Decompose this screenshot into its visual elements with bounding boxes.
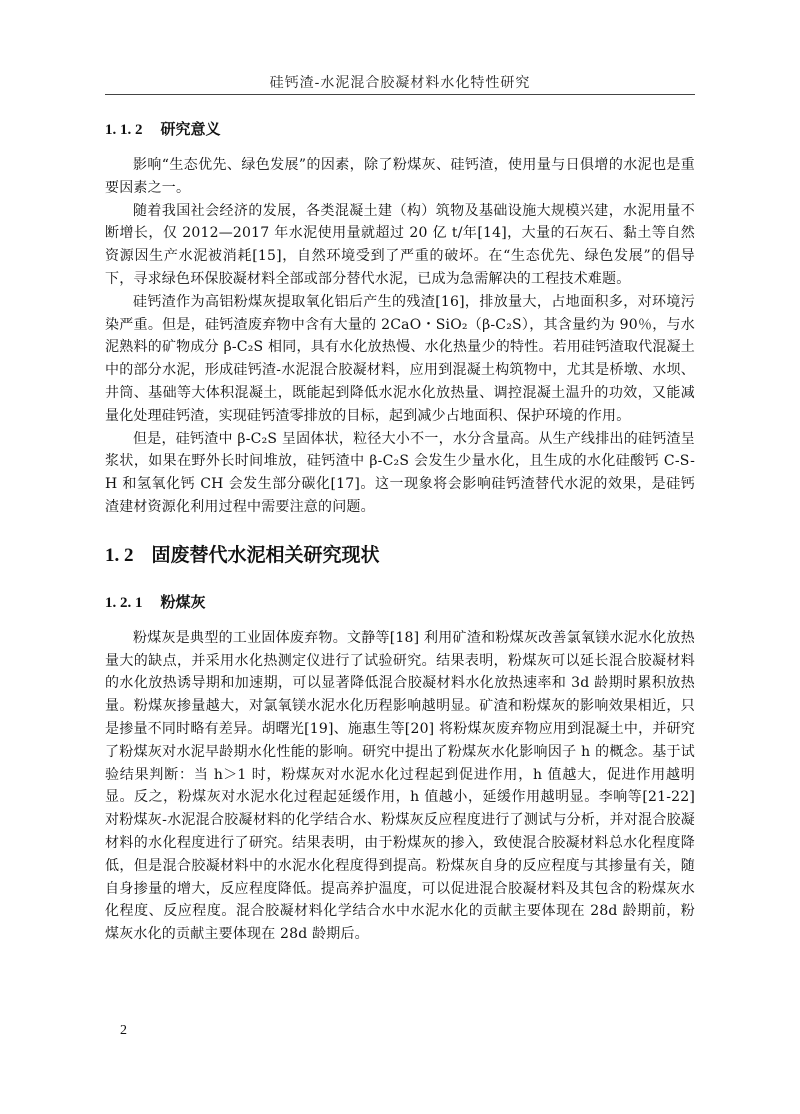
section-title: 固废替代水泥相关研究现状 (151, 543, 380, 566)
section-heading-1-1-2 (105, 114, 695, 144)
paragraph: 影响“生态优先、绿色发展”的因素，除了粉煤灰、硅钙渣，使用量与日俱增的水泥也是重要因素之一。 (105, 157, 695, 196)
section-title: 研究意义 (160, 120, 221, 138)
section-heading-1-2 (105, 535, 695, 575)
section-number: 1. 2 (105, 544, 134, 566)
section-number: 1. 2. 1 (105, 594, 143, 611)
paragraph: 硅钙渣作为高铝粉煤灰提取氧化铝后产生的残渣[16]，排放量大，占地面积多，对环境污染严重。但是，硅钙渣废弃物中含有大量的 2CaO・SiO₂（β-C₂S），其含量约为 90％，与水泥熟料的矿物成分 β-C₂S 相同，具有水化放热慢、水化热量少的特性。若用硅钙渣取代混凝土中的部分水泥，形成硅钙渣-水泥混合胶凝材料，应用到混凝土构筑物中，尤其是桥墩、水坝、井筒、基础等大体积混凝土，既能起到降低水泥水化放热量、调控混凝土温升的功效，又能减量化处理硅钙渣，实现硅钙渣零排放的目标，起到减少占地面积、保护环境的作用。 (105, 293, 695, 424)
paragraph: 但是，硅钙渣中 β-C₂S 呈固体状，粒径大小不一，水分含量高。从生产线排出的硅钙渣呈浆状，如果在野外长时间堆放，硅钙渣中 β-C₂S 会发生少量水化，且生成的水化硅酸钙 C-S-H 和氢氧化钙 CH 会发生部分碳化[17]。这一现象将会影响硅钙渣替代水泥的效果，是硅钙渣建材资源化利用过程中需要注意的问题。 (105, 430, 695, 515)
paragraph: 粉煤灰是典型的工业固体废弃物。文静等[18] 利用矿渣和粉煤灰改善氯氧镁水泥水化放热量大的缺点，并采用水化热测定仪进行了试验研究。结果表明，粉煤灰可以延长混合胶凝材料的水化放热诱导期和加速期，可以显著降低混合胶凝材料水化放热速率和 3d 龄期时累积放热量。粉煤灰掺量越大，对氯氧镁水泥水化历程影响越明显。矿渣和粉煤灰的影响效果相近，只是掺量不同时略有差异。胡曙光[19]、施惠生等[20] 将粉煤灰废弃物应用到混凝土中，并研究了粉煤灰对水泥早龄期水化性能的影响。研究中提出了粉煤灰水化影响因子 h 的概念。基于试验结果判断：当 h＞1 时，粉煤灰对水泥水化过程起到促进作用，h 值越大，促进作用越明显。反之，粉煤灰对水泥水化过程起延缓作用，h 值越小，延缓作用越明显。李响等[21-22] 对粉煤灰-水泥混合胶凝材料的化学结合水、粉煤灰反应程度进行了测试与分析，并对混合胶凝材料的水化程度进行了研究。结果表明，由于粉煤灰的掺入，致使混合胶凝材料总水化程度降低，但是混合胶凝材料中的水泥水化程度得到提高。粉煤灰自身的反应程度与其掺量有关，随自身掺量的增大，反应程度降低。提高养护温度，可以促进混合胶凝材料及其包含的粉煤灰水化程度、反应程度。混合胶凝材料化学结合水中水泥水化的贡献主要体现在 28d 龄期前，粉煤灰水化的贡献主要体现在 28d 龄期后。 (105, 629, 695, 943)
page-body (105, 114, 695, 946)
paragraph: 随着我国社会经济的发展，各类混凝土建（构）筑物及基础设施大规模兴建，水泥用量不断增长，仅 2012—2017 年水泥使用量就超过 20 亿 t/年[14]，大量的石灰石、黏土等自然资源因生产水泥被消耗[15]，自然环境受到了严重的破坏。在“生态优先、绿色发展”的倡导下，寻求绿色环保胶凝材料全部或部分替代水泥，已成为急需解决的工程技术难题。 (105, 202, 695, 287)
page-number: 2 (120, 1023, 127, 1038)
section-number: 1. 1. 2 (105, 122, 143, 138)
running-header: 硅钙渣-水泥混合胶凝材料水化特性研究 (269, 75, 531, 91)
section-title: 粉煤灰 (160, 592, 206, 611)
header-rule (105, 94, 695, 95)
section-heading-1-2-1 (105, 587, 695, 617)
